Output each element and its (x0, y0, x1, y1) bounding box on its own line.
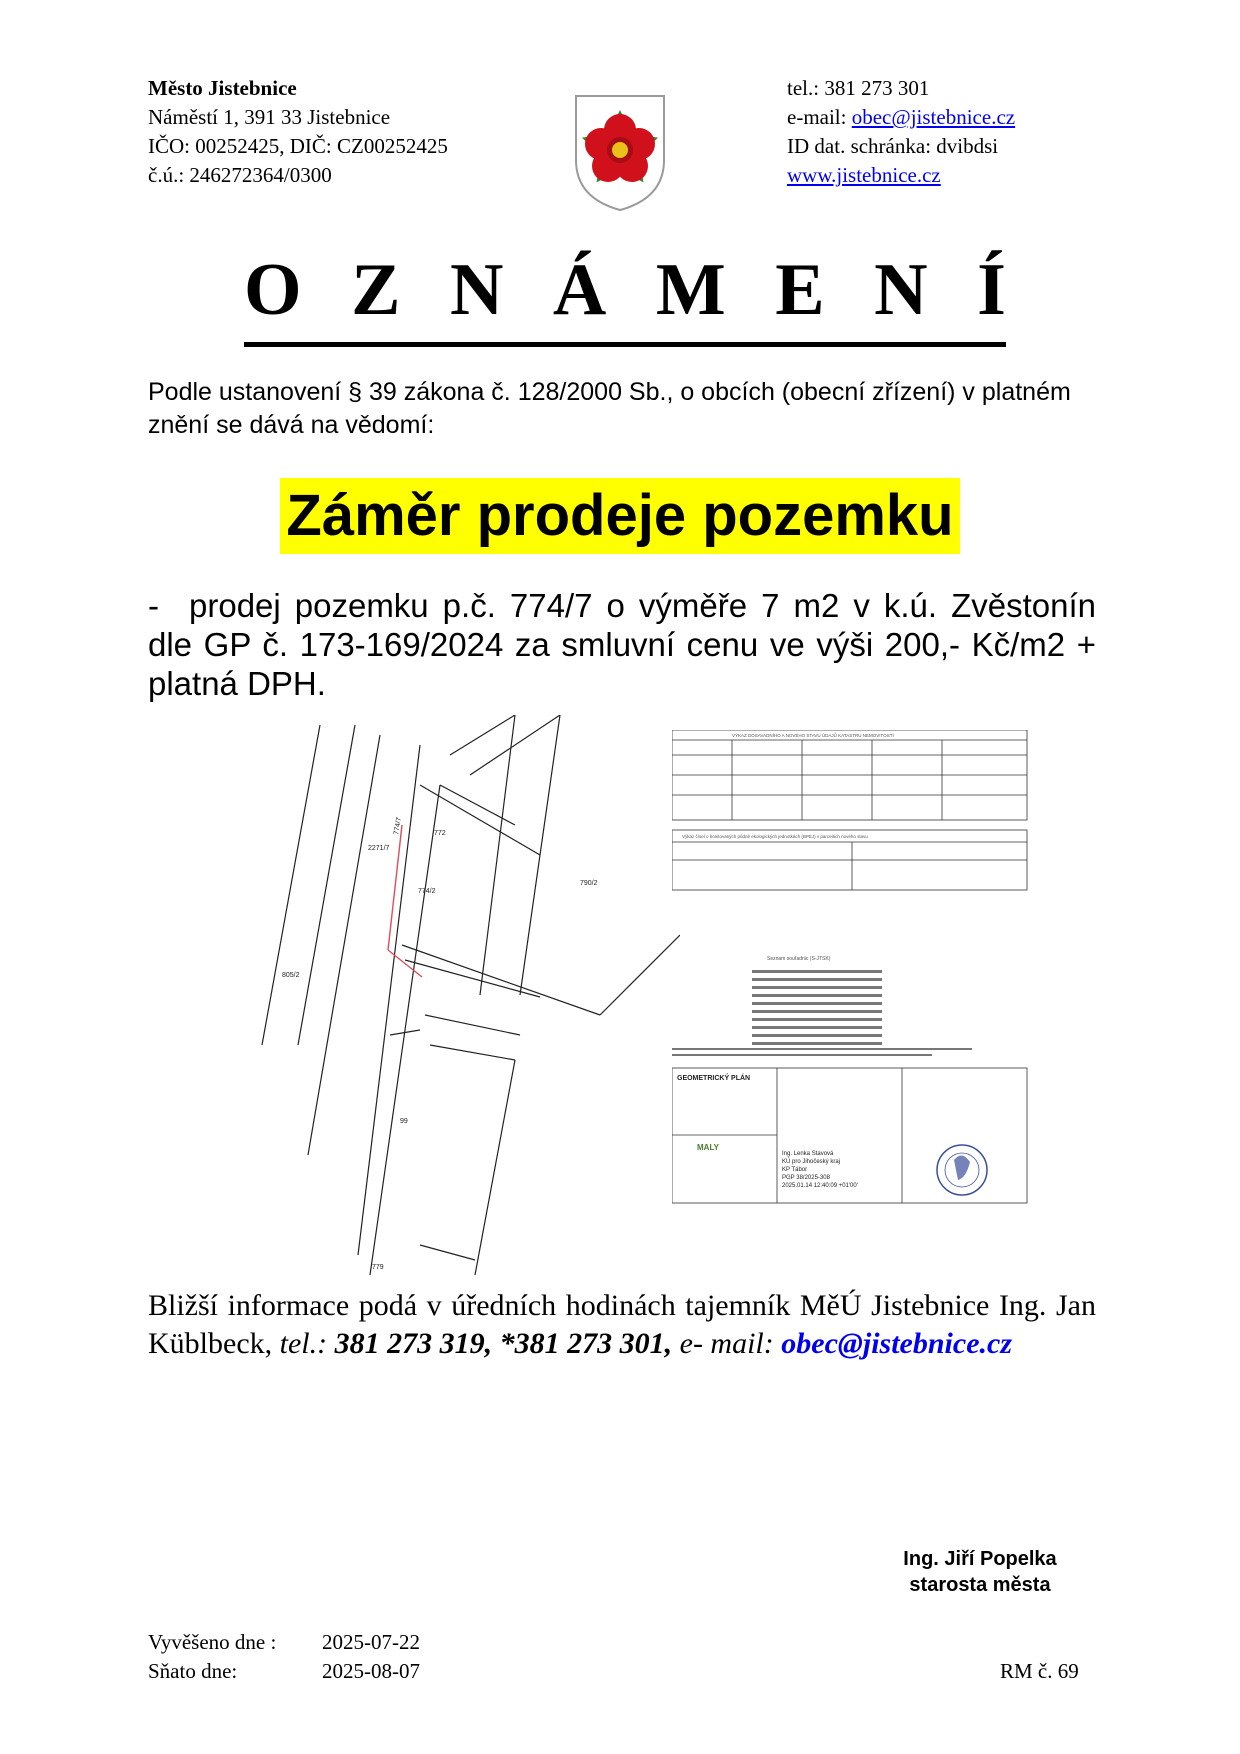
table1-title: VÝKAZ DOSAVADNÍHO A NOVÉHO STAVU ÚDAJŮ KATASTRU NEMOVITOSTÍ (732, 733, 894, 738)
title-letter: N (874, 249, 928, 331)
title-letter: Á (552, 249, 607, 331)
official-stamp (937, 1145, 987, 1195)
coat-of-arms-emblem (570, 90, 670, 215)
approval-number: PGP 38/2025-308 (782, 1175, 830, 1181)
map-label-99: 99 (400, 1118, 408, 1125)
phone: tel.: 381 273 301 (787, 76, 930, 100)
org-ids: IČO: 00252425, DIČ: CZ00252425 (148, 134, 448, 158)
databox-id: ID dat. schránka: dvibdsi (787, 134, 999, 158)
contact-header (787, 74, 1015, 190)
cadastral-map (260, 715, 680, 1275)
approver-workplace: KP Tábor (782, 1167, 808, 1173)
map-label-772: 772 (434, 830, 446, 837)
info-tel-label: tel.: (279, 1327, 328, 1360)
removed-date: 2025-08-07 (322, 1659, 420, 1683)
signature-block (860, 1546, 1100, 1598)
sale-detail-text: prodej pozemku p.č. 774/7 o výměře 7 m2 v k.ú. Zvěstonín dle GP č. 173-169/2024 za smluvní cenu ve výši 200,- Kč/m2 + platná DPH. (148, 587, 1096, 702)
title-letter: Í (977, 249, 1006, 331)
gp-title: GEOMETRICKÝ PLÁN (677, 1075, 751, 1082)
title-letter: M (655, 249, 726, 331)
approver-name: Ing. Lenka Stavová (782, 1151, 834, 1157)
map-label-2271-7: 2271/7 (368, 845, 390, 852)
municipality-header (148, 74, 448, 190)
title-letter: E (775, 249, 825, 331)
table2-title: Výkaz čísel o bonitovaných půdně ekologických jednotkách (BPEJ) v parcelách nového stavu (682, 834, 868, 839)
email-row: e-mail: obec@jistebnice.cz (787, 105, 1016, 129)
org-name: Město Jistebnice (148, 76, 297, 100)
sale-detail (148, 586, 1096, 703)
contact-info (148, 1287, 1096, 1363)
info-text: Bližší informace podá v úředních hodinách tajemník MěÚ Jistebnice Ing. Jan Küblbeck, (148, 1289, 1096, 1360)
posted-date: 2025-07-22 (322, 1630, 420, 1654)
info-mail-label: e- mail: (672, 1327, 774, 1360)
headline: Záměr prodeje pozemku (280, 478, 959, 554)
signer-name: Ing. Jiří Popelka (903, 1548, 1057, 1570)
coords-title: Seznam souřadnic (S-JTSK) (767, 956, 831, 962)
geometric-plan-sheet (672, 730, 1032, 1260)
signer-role: starosta města (909, 1574, 1051, 1596)
map-label-parcel-sold: 774/7 (393, 816, 404, 836)
council-reference: RM č. 69 (1000, 1659, 1079, 1683)
title-letter: N (449, 249, 504, 331)
map-label-790-2: 790/2 (580, 880, 598, 887)
approval-timestamp: 2025.01.14 12:40:09 +01'00' (782, 1183, 858, 1189)
headline-container (0, 478, 1240, 554)
info-phones: 381 273 319, *381 273 301, (327, 1327, 673, 1360)
info-email-link[interactable]: obec@jistebnice.cz (781, 1327, 1012, 1360)
legal-intro: Podle ustanovení § 39 zákona č. 128/2000 Sb., o obcích (obecní zřízení) v platném znění se dává na vědomí: (148, 378, 1071, 439)
firm-logo: MALY (697, 1143, 719, 1152)
org-address: Náměstí 1, 391 33 Jistebnice (148, 105, 391, 129)
removed-label: Sňato dne: (148, 1659, 238, 1683)
email-link[interactable]: obec@jistebnice.cz (851, 105, 1016, 129)
org-account: č.ú.: 246272364/0300 (148, 163, 332, 187)
title-letter: O (244, 249, 302, 331)
approver-office: KÚ pro Jihočeský kraj (782, 1159, 841, 1165)
posted-label: Vyvěšeno dne : (148, 1630, 277, 1654)
posting-dates (148, 1628, 420, 1686)
list-dash: - (148, 587, 159, 624)
map-label-779: 779 (372, 1264, 384, 1271)
notice-title (244, 250, 1006, 347)
map-label-774-2: 774/2 (418, 888, 436, 895)
website-link[interactable]: www.jistebnice.cz (787, 163, 941, 187)
title-letter: Z (351, 249, 401, 331)
map-label-805-2: 805/2 (282, 972, 300, 979)
